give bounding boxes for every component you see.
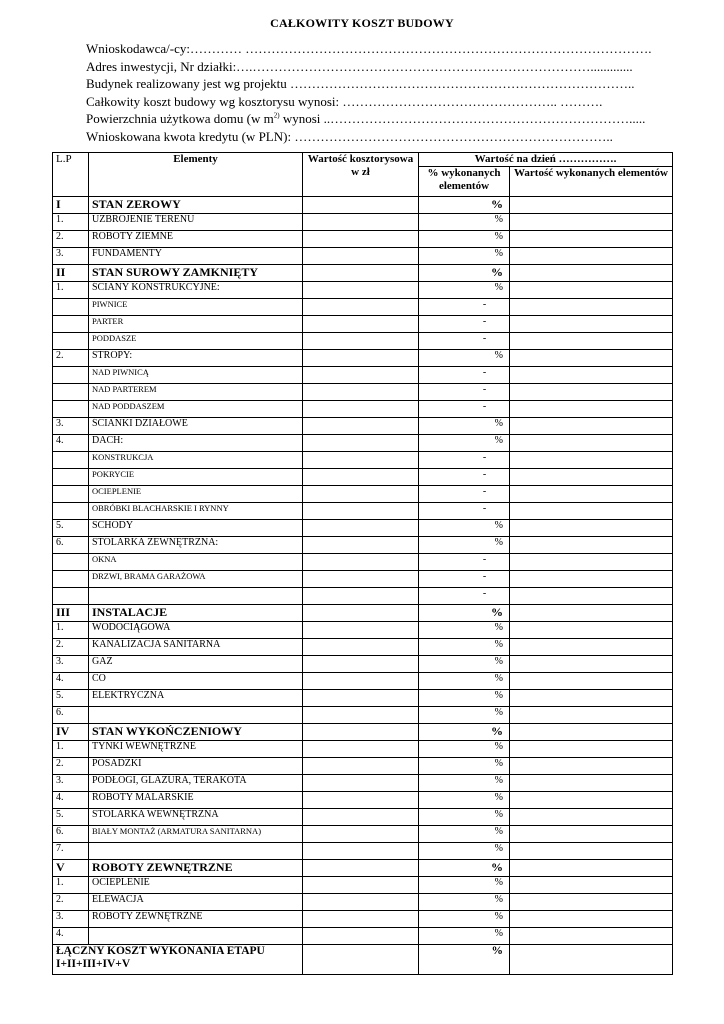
row-element-name: KONSTRUKCJA <box>89 452 303 469</box>
row-number: 5. <box>53 809 89 826</box>
row-element-name: PIWNICE <box>89 299 303 316</box>
estimated-value-cell[interactable] <box>303 928 419 945</box>
percent-done-cell[interactable]: - <box>419 333 510 350</box>
value-done-cell[interactable] <box>510 231 673 248</box>
total-percent-cell[interactable]: % <box>419 945 510 975</box>
row-number: 3. <box>53 911 89 928</box>
estimated-value-cell[interactable] <box>303 571 419 588</box>
row-element-name: DACH: <box>89 435 303 452</box>
row-number <box>53 554 89 571</box>
applicant-info <box>86 40 666 146</box>
table-row <box>53 639 673 656</box>
percent-done-cell[interactable]: - <box>419 316 510 333</box>
row-number <box>53 503 89 520</box>
percent-done-cell[interactable]: % <box>419 758 510 775</box>
value-done-cell[interactable] <box>510 571 673 588</box>
row-number <box>53 316 89 333</box>
row-element-name: OKNA <box>89 554 303 571</box>
row-number <box>53 588 89 605</box>
value-done-cell[interactable] <box>510 520 673 537</box>
value-done-cell[interactable] <box>510 333 673 350</box>
estimated-value-cell[interactable] <box>303 537 419 554</box>
table-row <box>53 911 673 928</box>
value-done-cell[interactable] <box>510 401 673 418</box>
header-percent-done: % wykonanych elementów <box>419 167 510 197</box>
estimated-value-cell[interactable] <box>303 656 419 673</box>
subitem-row <box>53 316 673 333</box>
project-line: Budynek realizowany jest wg projektu …………………………………………………………………….. <box>86 76 635 92</box>
estimated-value-cell[interactable] <box>303 350 419 367</box>
estimated-value-cell[interactable] <box>303 860 419 877</box>
row-number <box>53 401 89 418</box>
row-number <box>53 452 89 469</box>
value-done-cell[interactable] <box>510 707 673 724</box>
percent-done-cell[interactable]: % <box>419 231 510 248</box>
estimated-value-cell[interactable] <box>303 401 419 418</box>
value-done-cell[interactable] <box>510 639 673 656</box>
row-number: II <box>53 265 89 282</box>
value-done-cell[interactable] <box>510 809 673 826</box>
table-row <box>53 622 673 639</box>
row-element-name: ŚCIANKI DZIAŁOWE <box>89 418 303 435</box>
table-row <box>53 843 673 860</box>
row-element-name: ROBOTY ZEWNĘTRZNE <box>89 860 303 877</box>
percent-done-cell[interactable]: % <box>419 894 510 911</box>
value-done-cell[interactable] <box>510 860 673 877</box>
investment-address-line: Adres inwestycji, Nr działki:….……………………………………………………………………............. <box>86 58 633 74</box>
row-number: 7. <box>53 843 89 860</box>
value-done-cell[interactable] <box>510 758 673 775</box>
row-element-name <box>89 707 303 724</box>
row-number: 1. <box>53 877 89 894</box>
table-row <box>53 826 673 843</box>
estimated-value-cell[interactable] <box>303 503 419 520</box>
subitem-row <box>53 554 673 571</box>
percent-done-cell[interactable]: % <box>419 724 510 741</box>
percent-done-cell[interactable]: % <box>419 656 510 673</box>
row-element-name <box>89 843 303 860</box>
table-row <box>53 282 673 299</box>
row-number: 3. <box>53 418 89 435</box>
row-element-name: POKRYCIE <box>89 469 303 486</box>
section-row <box>53 724 673 741</box>
row-element-name: DRZWI, BRAMA GARAŻOWA <box>89 571 303 588</box>
percent-done-cell[interactable]: - <box>419 554 510 571</box>
percent-done-cell[interactable]: - <box>419 367 510 384</box>
estimated-value-cell[interactable] <box>303 690 419 707</box>
table-row <box>53 231 673 248</box>
percent-done-cell[interactable]: % <box>419 911 510 928</box>
subitem-row <box>53 588 673 605</box>
row-element-name: TYNKI WEWNĘTRZNE <box>89 741 303 758</box>
row-number <box>53 333 89 350</box>
row-element-name: CO <box>89 673 303 690</box>
table-row <box>53 809 673 826</box>
percent-done-cell[interactable]: % <box>419 605 510 622</box>
section-row <box>53 197 673 214</box>
estimated-value-cell[interactable] <box>303 197 419 214</box>
value-done-cell[interactable] <box>510 605 673 622</box>
percent-done-cell[interactable]: % <box>419 350 510 367</box>
table-row <box>53 656 673 673</box>
estimated-value-cell[interactable] <box>303 588 419 605</box>
row-element-name: ELEKTRYCZNA <box>89 690 303 707</box>
percent-done-cell[interactable]: % <box>419 792 510 809</box>
subitem-row <box>53 384 673 401</box>
percent-done-cell[interactable]: % <box>419 826 510 843</box>
table-row <box>53 520 673 537</box>
total-cost-line: Całkowity koszt budowy wg kosztorysu wynosi: ………………………………………….. ………. <box>86 93 603 109</box>
estimated-value-cell[interactable] <box>303 333 419 350</box>
estimated-value-cell[interactable] <box>303 520 419 537</box>
row-number: 5. <box>53 520 89 537</box>
row-element-name: ELEWACJA <box>89 894 303 911</box>
row-element-name: OCIEPLENIE <box>89 877 303 894</box>
estimated-value-cell[interactable] <box>303 452 419 469</box>
percent-done-cell[interactable]: % <box>419 860 510 877</box>
percent-done-cell[interactable]: - <box>419 588 510 605</box>
row-number <box>53 469 89 486</box>
total-row <box>53 945 673 975</box>
row-element-name: UZBROJENIE TERENU <box>89 214 303 231</box>
table-row <box>53 775 673 792</box>
value-done-cell[interactable] <box>510 843 673 860</box>
estimated-value-cell[interactable] <box>303 639 419 656</box>
estimated-value-cell[interactable] <box>303 265 419 282</box>
percent-done-cell[interactable]: - <box>419 401 510 418</box>
percent-done-cell[interactable]: % <box>419 775 510 792</box>
value-done-cell[interactable] <box>510 316 673 333</box>
row-element-name: SCHODY <box>89 520 303 537</box>
value-done-cell[interactable] <box>510 282 673 299</box>
estimated-value-cell[interactable] <box>303 792 419 809</box>
subitem-row <box>53 452 673 469</box>
row-element-name: PODŁOGI, GLAZURA, TERAKOTA <box>89 775 303 792</box>
row-number: 6. <box>53 537 89 554</box>
percent-done-cell[interactable]: % <box>419 690 510 707</box>
row-element-name: FUNDAMENTY <box>89 248 303 265</box>
row-number: 2. <box>53 639 89 656</box>
value-done-cell[interactable] <box>510 452 673 469</box>
percent-done-cell[interactable]: % <box>419 741 510 758</box>
value-done-cell[interactable] <box>510 197 673 214</box>
row-element-name <box>89 588 303 605</box>
percent-done-cell[interactable]: % <box>419 435 510 452</box>
value-done-cell[interactable] <box>510 435 673 452</box>
table-row <box>53 673 673 690</box>
usable-area-line <box>86 110 666 128</box>
estimated-value-cell[interactable] <box>303 214 419 231</box>
percent-done-cell[interactable]: % <box>419 537 510 554</box>
row-element-name: NAD PODDASZEM <box>89 401 303 418</box>
row-element-name: OBRÓBKI BLACHARSKIE I RYNNY <box>89 503 303 520</box>
header-elements: Elementy <box>89 153 303 197</box>
value-done-cell[interactable] <box>510 384 673 401</box>
row-number: 1. <box>53 622 89 639</box>
row-number: IV <box>53 724 89 741</box>
percent-done-cell[interactable]: - <box>419 503 510 520</box>
table-row <box>53 537 673 554</box>
row-element-name: STAN ZEROWY <box>89 197 303 214</box>
value-done-cell[interactable] <box>510 214 673 231</box>
row-number: I <box>53 197 89 214</box>
row-element-name: POSADZKI <box>89 758 303 775</box>
value-done-cell[interactable] <box>510 367 673 384</box>
total-value-done-cell[interactable] <box>510 945 673 975</box>
percent-done-cell[interactable]: % <box>419 282 510 299</box>
row-element-name: WODOCIĄGOWA <box>89 622 303 639</box>
estimated-value-cell[interactable] <box>303 622 419 639</box>
value-done-cell[interactable] <box>510 554 673 571</box>
value-done-cell[interactable] <box>510 299 673 316</box>
row-number: 6. <box>53 707 89 724</box>
value-done-cell[interactable] <box>510 826 673 843</box>
cost-table-body <box>53 197 673 945</box>
section-row <box>53 265 673 282</box>
estimated-value-cell[interactable] <box>303 282 419 299</box>
row-element-name: ROBOTY MALARSKIE <box>89 792 303 809</box>
percent-done-cell[interactable]: - <box>419 299 510 316</box>
row-number: 2. <box>53 758 89 775</box>
estimated-value-cell[interactable] <box>303 809 419 826</box>
row-element-name: GAZ <box>89 656 303 673</box>
section-row <box>53 605 673 622</box>
subitem-row <box>53 401 673 418</box>
row-number: 1. <box>53 741 89 758</box>
estimated-value-cell[interactable] <box>303 316 419 333</box>
row-number: III <box>53 605 89 622</box>
percent-done-cell[interactable]: - <box>419 571 510 588</box>
table-row <box>53 877 673 894</box>
estimated-value-cell[interactable] <box>303 486 419 503</box>
applicant-line: Wnioskodawca/-cy:………… …………………………………………………………………………………. <box>86 41 652 56</box>
usable-area-label: Powierzchnia użytkowa domu (w m <box>86 111 274 127</box>
value-done-cell[interactable] <box>510 792 673 809</box>
percent-done-cell[interactable]: % <box>419 197 510 214</box>
value-done-cell[interactable] <box>510 656 673 673</box>
estimated-value-cell[interactable] <box>303 911 419 928</box>
row-number: 5. <box>53 690 89 707</box>
percent-done-cell[interactable]: - <box>419 452 510 469</box>
percent-done-cell[interactable]: % <box>419 877 510 894</box>
table-row <box>53 350 673 367</box>
row-number: 3. <box>53 248 89 265</box>
estimated-value-cell[interactable] <box>303 707 419 724</box>
estimated-value-cell[interactable] <box>303 554 419 571</box>
estimated-value-cell[interactable] <box>303 877 419 894</box>
estimated-value-cell[interactable] <box>303 758 419 775</box>
row-number: 3. <box>53 656 89 673</box>
row-number: 4. <box>53 928 89 945</box>
table-row <box>53 690 673 707</box>
estimated-value-cell[interactable] <box>303 605 419 622</box>
subitem-row <box>53 333 673 350</box>
row-element-name: STAN WYKOŃCZENIOWY <box>89 724 303 741</box>
value-done-cell[interactable] <box>510 418 673 435</box>
percent-done-cell[interactable]: % <box>419 639 510 656</box>
total-estimated-cell[interactable] <box>303 945 419 975</box>
row-element-name: NAD PIWNICĄ <box>89 367 303 384</box>
percent-done-cell[interactable]: - <box>419 486 510 503</box>
total-label: ŁĄCZNY KOSZT WYKONANIA ETAPU I+II+III+IV+V <box>53 945 303 975</box>
row-element-name: STAN SUROWY ZAMKNIĘTY <box>89 265 303 282</box>
row-element-name: PODDASZE <box>89 333 303 350</box>
row-element-name: PARTER <box>89 316 303 333</box>
value-done-cell[interactable] <box>510 724 673 741</box>
estimated-value-cell[interactable] <box>303 384 419 401</box>
percent-done-cell[interactable]: % <box>419 248 510 265</box>
percent-done-cell[interactable]: % <box>419 622 510 639</box>
table-row <box>53 435 673 452</box>
row-element-name: KANALIZACJA SANITARNA <box>89 639 303 656</box>
table-row <box>53 894 673 911</box>
estimated-value-cell[interactable] <box>303 775 419 792</box>
value-done-cell[interactable] <box>510 894 673 911</box>
percent-done-cell[interactable]: % <box>419 928 510 945</box>
square-meter-superscript: 2) <box>273 112 280 121</box>
header-estimated-value: Wartość kosztorysowa w zł <box>303 153 419 197</box>
value-done-cell[interactable] <box>510 486 673 503</box>
cost-table <box>52 152 673 975</box>
percent-done-cell[interactable]: % <box>419 265 510 282</box>
estimated-value-cell[interactable] <box>303 894 419 911</box>
value-done-cell[interactable] <box>510 248 673 265</box>
estimated-value-cell[interactable] <box>303 843 419 860</box>
value-done-cell[interactable] <box>510 350 673 367</box>
table-row <box>53 248 673 265</box>
percent-done-cell[interactable]: % <box>419 673 510 690</box>
table-row <box>53 758 673 775</box>
loan-amount-line: Wnioskowana kwota kredytu (w PLN): ……………………………………………………………….. <box>86 128 613 144</box>
value-done-cell[interactable] <box>510 588 673 605</box>
subitem-row <box>53 486 673 503</box>
row-number: 6. <box>53 826 89 843</box>
estimated-value-cell[interactable] <box>303 299 419 316</box>
row-element-name: ROBOTY ZIEMNE <box>89 231 303 248</box>
percent-done-cell[interactable]: % <box>419 809 510 826</box>
row-number: 4. <box>53 792 89 809</box>
estimated-value-cell[interactable] <box>303 367 419 384</box>
subitem-row <box>53 367 673 384</box>
row-number: 1. <box>53 282 89 299</box>
table-row <box>53 741 673 758</box>
row-number <box>53 367 89 384</box>
percent-done-cell[interactable]: - <box>419 384 510 401</box>
usable-area-dots: wynosi ..……………………………………………………………..... <box>279 111 646 127</box>
estimated-value-cell[interactable] <box>303 231 419 248</box>
estimated-value-cell[interactable] <box>303 469 419 486</box>
value-done-cell[interactable] <box>510 775 673 792</box>
estimated-value-cell[interactable] <box>303 724 419 741</box>
value-done-cell[interactable] <box>510 928 673 945</box>
row-element-name: NAD PARTEREM <box>89 384 303 401</box>
table-row <box>53 418 673 435</box>
estimated-value-cell[interactable] <box>303 435 419 452</box>
row-element-name: INSTALACJE <box>89 605 303 622</box>
subitem-row <box>53 469 673 486</box>
percent-done-cell[interactable]: % <box>419 707 510 724</box>
row-element-name: STOLARKA WEWNĘTRZNA <box>89 809 303 826</box>
value-done-cell[interactable] <box>510 673 673 690</box>
value-done-cell[interactable] <box>510 537 673 554</box>
table-row <box>53 214 673 231</box>
row-number: 2. <box>53 350 89 367</box>
percent-done-cell[interactable]: - <box>419 469 510 486</box>
row-number: 2. <box>53 894 89 911</box>
row-number <box>53 486 89 503</box>
value-done-cell[interactable] <box>510 469 673 486</box>
row-number: 4. <box>53 435 89 452</box>
section-row <box>53 860 673 877</box>
subitem-row <box>53 299 673 316</box>
estimated-value-cell[interactable] <box>303 741 419 758</box>
row-element-name: BIAŁY MONTAŻ (ARMATURA SANITARNA) <box>89 826 303 843</box>
percent-done-cell[interactable]: % <box>419 214 510 231</box>
row-element-name: STROPY: <box>89 350 303 367</box>
header-value-on-day: Wartość na dzień ……………. <box>419 153 673 167</box>
value-done-cell[interactable] <box>510 622 673 639</box>
row-number: V <box>53 860 89 877</box>
table-row <box>53 928 673 945</box>
subitem-row <box>53 571 673 588</box>
value-done-cell[interactable] <box>510 911 673 928</box>
row-element-name <box>89 928 303 945</box>
row-element-name: OCIEPLENIE <box>89 486 303 503</box>
header-lp: L.P <box>53 153 89 197</box>
row-element-name: ŚCIANY KONSTRUKCYJNE: <box>89 282 303 299</box>
value-done-cell[interactable] <box>510 877 673 894</box>
value-done-cell[interactable] <box>510 503 673 520</box>
value-done-cell[interactable] <box>510 741 673 758</box>
row-number <box>53 299 89 316</box>
row-element-name: ROBOTY ZEWNĘTRZNE <box>89 911 303 928</box>
estimated-value-cell[interactable] <box>303 673 419 690</box>
value-done-cell[interactable] <box>510 265 673 282</box>
estimated-value-cell[interactable] <box>303 418 419 435</box>
header-value-done: Wartość wykonanych elementów <box>510 167 673 197</box>
subitem-row <box>53 503 673 520</box>
percent-done-cell[interactable]: % <box>419 520 510 537</box>
percent-done-cell[interactable]: % <box>419 843 510 860</box>
table-row <box>53 792 673 809</box>
estimated-value-cell[interactable] <box>303 826 419 843</box>
percent-done-cell[interactable]: % <box>419 418 510 435</box>
document-title: CAŁKOWITY KOSZT BUDOWY <box>270 16 454 30</box>
row-number: 4. <box>53 673 89 690</box>
value-done-cell[interactable] <box>510 690 673 707</box>
row-number: 1. <box>53 214 89 231</box>
row-number <box>53 384 89 401</box>
table-row <box>53 707 673 724</box>
row-number <box>53 571 89 588</box>
row-number: 3. <box>53 775 89 792</box>
row-element-name: STOLARKA ZEWNĘTRZNA: <box>89 537 303 554</box>
row-number: 2. <box>53 231 89 248</box>
estimated-value-cell[interactable] <box>303 248 419 265</box>
